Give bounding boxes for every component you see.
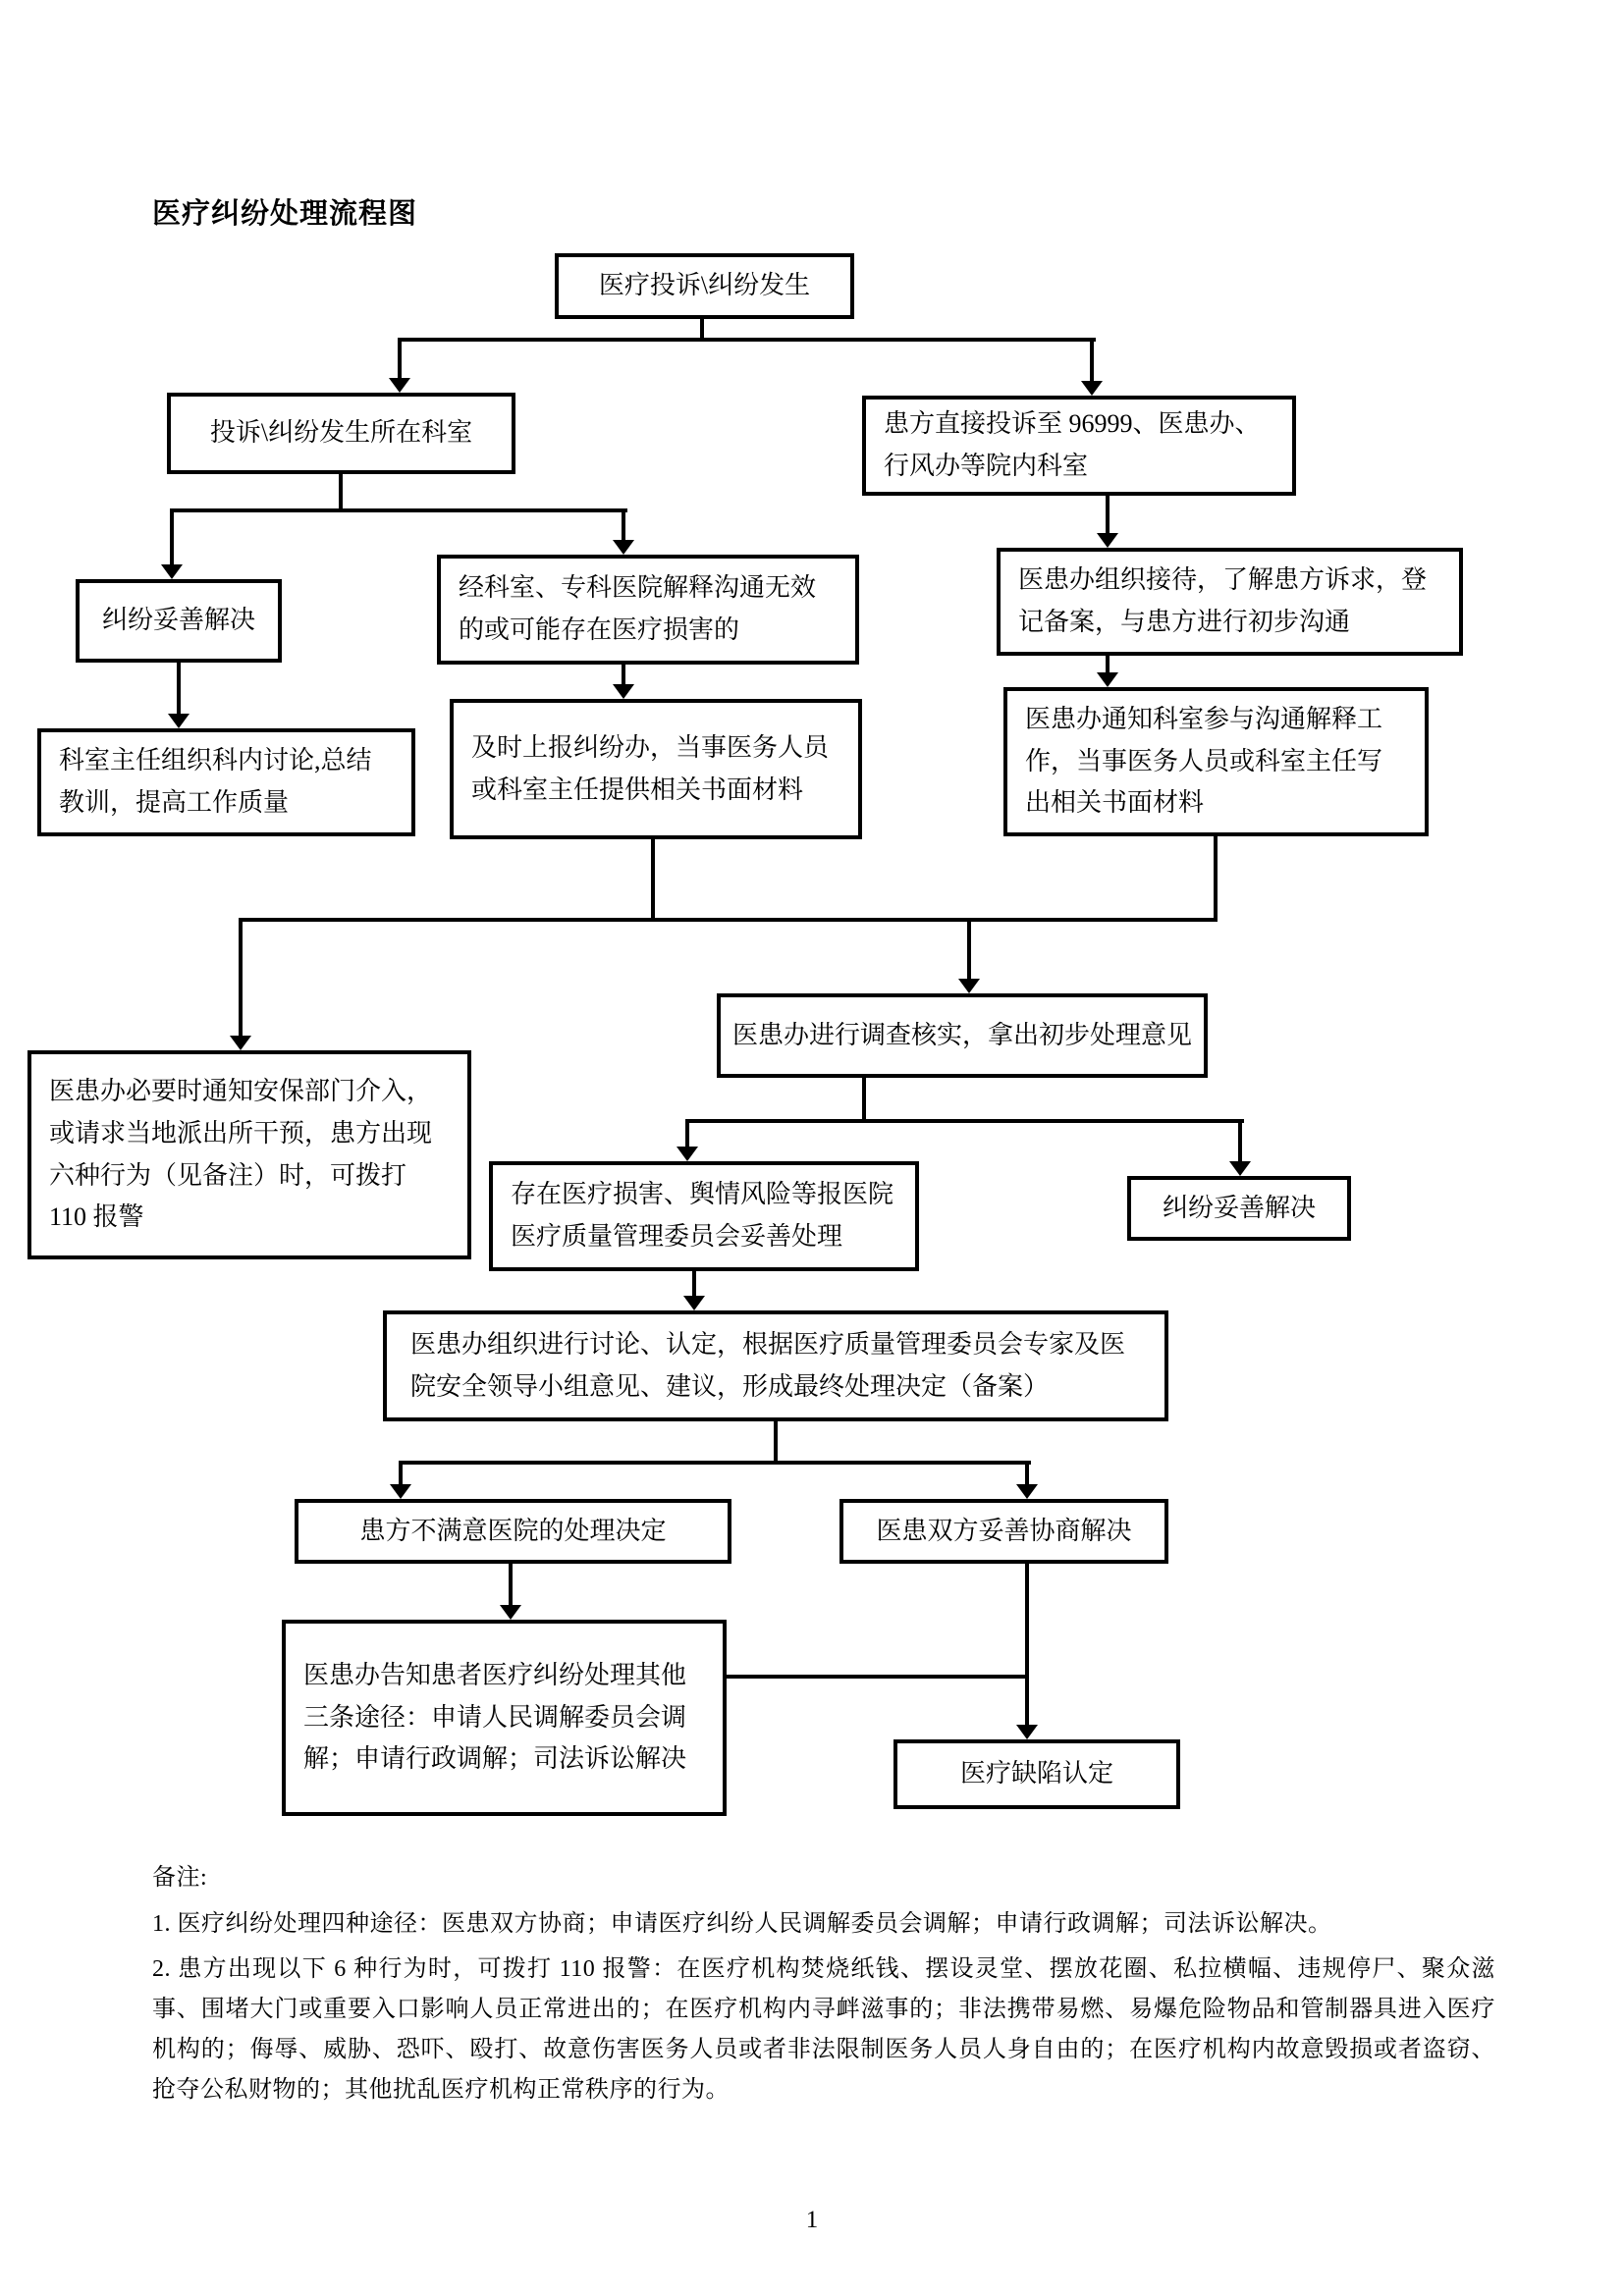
flow-line <box>399 1461 403 1485</box>
arrow-down-icon <box>1097 672 1118 687</box>
arrow-down-icon <box>389 378 410 393</box>
flow-line <box>692 1271 696 1297</box>
flow-line <box>622 508 625 542</box>
node-decision: 医患办组织进行讨论、认定，根据医疗质量管理委员会专家及医院安全领导小组意见、建议，形成最终处理决定（备案） <box>383 1310 1168 1421</box>
flow-line <box>685 1119 689 1148</box>
node-notify: 医患办通知科室参与沟通解释工作，当事医务人员或科室主任写出相关书面材料 <box>1003 687 1429 836</box>
flow-line <box>727 1675 1027 1679</box>
node-summary: 科室主任组织科内讨论,总结教训，提高工作质量 <box>37 728 415 836</box>
arrow-down-icon <box>230 1036 251 1050</box>
flow-line <box>1025 1461 1029 1485</box>
flow-line <box>1238 1119 1242 1163</box>
note-item-2: 2. 患方出现以下 6 种行为时，可拨打 110 报警：在医疗机构焚烧纸钱、摆设灵堂、摆放花圈、私拉横幅、违规停尸、聚众滋事、围堵大门或重要入口影响人员正常进出的；在医疗机构内寻衅滋事的；非法携带易燃、易爆危险物品和管制器具进入医疗机构的；侮辱、威胁、恐吓、殴打、故意伤害医务人员或者非法限制医务人员人身自由的；在医疗机构内故意毁损或者盗窃、抢夺公私财物的；其他扰乱医疗机构正常秩序的行为。 <box>152 1956 1495 2103</box>
node-start: 医疗投诉\纠纷发生 <box>555 253 854 319</box>
node-resolved-2: 纠纷妥善解决 <box>1127 1176 1351 1241</box>
note-item-1: 1. 医疗纠纷处理四种途径：医患双方协商；申请医疗纠纷人民调解委员会调解；申请行政调解；司法诉讼解决。 <box>152 1911 1332 1937</box>
node-report: 及时上报纠纷办，当事医务人员或科室主任提供相关书面材料 <box>450 699 862 839</box>
arrow-down-icon <box>500 1605 521 1620</box>
page-title: 医疗纠纷处理流程图 <box>152 198 418 230</box>
node-resolved-1: 纠纷妥善解决 <box>76 579 282 663</box>
node-damage: 存在医疗损害、舆情风险等报医院医疗质量管理委员会妥善处理 <box>489 1161 919 1271</box>
node-direct: 患方直接投诉至 96999、医患办、行风办等院内科室 <box>862 396 1296 496</box>
flow-line <box>1025 1564 1029 1727</box>
page-number: 1 <box>805 2207 819 2233</box>
node-investigate: 医患办进行调查核实，拿出初步处理意见 <box>717 993 1208 1078</box>
arrow-down-icon <box>390 1484 411 1499</box>
flow-line <box>239 918 1218 922</box>
arrow-down-icon <box>1016 1484 1038 1499</box>
arrow-down-icon <box>161 564 183 579</box>
flow-line <box>967 918 971 980</box>
node-dept: 投诉\纠纷发生所在科室 <box>167 393 515 474</box>
node-security: 医患办必要时通知安保部门介入，或请求当地派出所干预，患方出现六种行为（见备注）时，可拨打 110 报警 <box>27 1050 471 1259</box>
flow-line <box>1106 496 1110 535</box>
arrow-down-icon <box>613 540 634 555</box>
flow-line <box>398 338 402 379</box>
arrow-down-icon <box>613 684 634 699</box>
node-satisfied: 医患双方妥善协商解决 <box>839 1499 1168 1564</box>
arrow-down-icon <box>1016 1725 1038 1739</box>
arrow-down-icon <box>1229 1161 1251 1176</box>
flow-line <box>622 665 625 686</box>
node-ineffective: 经科室、专科医院解释沟通无效的或可能存在医疗损害的 <box>437 555 859 665</box>
flow-line <box>170 508 174 565</box>
flow-line <box>170 508 627 512</box>
flow-line <box>685 1119 1244 1123</box>
flow-line <box>651 839 655 922</box>
flow-line <box>339 474 343 512</box>
notes-heading: 备注: <box>152 1865 208 1891</box>
flow-line <box>1214 836 1218 922</box>
flow-line <box>399 1461 1031 1465</box>
flow-line <box>774 1421 778 1465</box>
flow-line <box>1090 338 1094 382</box>
arrow-down-icon <box>683 1296 705 1310</box>
flow-line <box>239 918 243 1037</box>
flow-line <box>177 663 181 716</box>
arrow-down-icon <box>958 979 980 993</box>
arrow-down-icon <box>1097 533 1118 548</box>
arrow-down-icon <box>168 714 189 728</box>
arrow-down-icon <box>1081 381 1103 396</box>
notes-section <box>152 1858 1495 2115</box>
arrow-down-icon <box>677 1147 698 1161</box>
node-defect: 医疗缺陷认定 <box>893 1739 1180 1809</box>
flow-line <box>509 1564 513 1607</box>
flow-line <box>862 1078 866 1123</box>
node-inform: 医患办告知患者医疗纠纷处理其他三条途径：申请人民调解委员会调解；申请行政调解；司法诉讼解决 <box>282 1620 727 1816</box>
node-unsatisfied: 患方不满意医院的处理决定 <box>295 1499 731 1564</box>
node-reception: 医患办组织接待，了解患方诉求，登记备案，与患方进行初步沟通 <box>997 548 1463 656</box>
flow-line <box>398 338 1096 342</box>
